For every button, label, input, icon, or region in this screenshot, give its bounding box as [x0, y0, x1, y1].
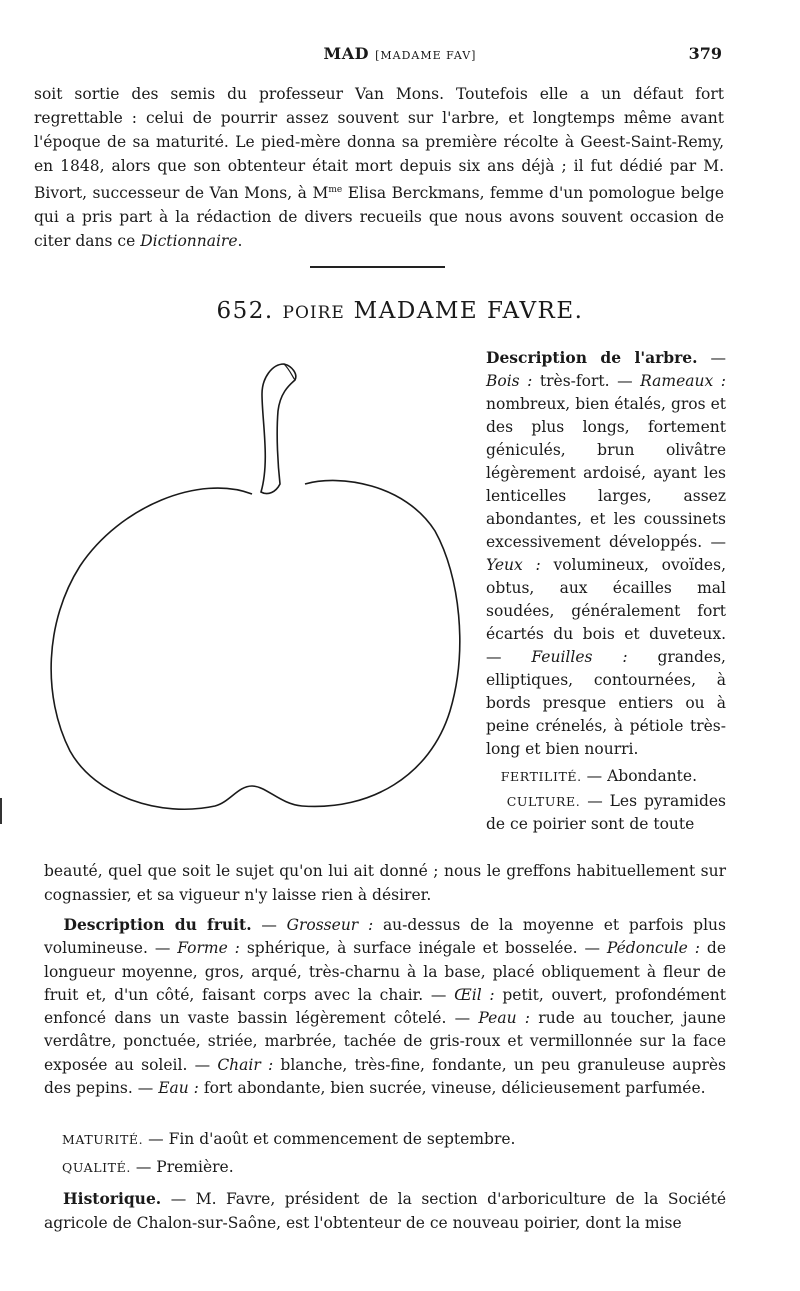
fruit-description: Description du fruit. — Grosseur : au-dessus de la moyenne et parfois plus volumineuse. — Forme : sphérique, à surface inégale et bosselée. — Pédoncule : de longueur moyenne, gros, arqué, très-charnu à la base, placé obliquement à fleur de fruit et, d'un côté, faisant corps avec la chair. — Œil : petit, ouvert, profondément enfoncé dans un vaste bassin légèrement côtelé. — Peau : rude au toucher, jaune verdâtre, ponctuée, striée, marbrée, tachée de gris-roux et vermillonnée sur la face exposée au soleil. — Chair : blanche, très-fine, fondante, un peu granuleuse auprès des pepins. — Eau : fort abondante, bien sucrée, vineuse, délicieusement parfumée.	[44, 915, 727, 1098]
qualite-line: QUALITÉ. — Première.	[62, 1158, 234, 1176]
culture-line: CULTURE. — Les pyramides de ce poirier sont de toute	[486, 792, 727, 833]
fruit-heading: Description du fruit.	[63, 915, 252, 934]
entry-title	[0, 298, 800, 324]
tree-description: Description de l'arbre. — Bois : très-fort. — Rameaux : nombreux, bien étalés, gros et des plus longs, fortement géniculés, brun olivâtre légèrement ardoisé, ayant les lenticelles larges, assez abondantes, et les coussinets excessivement développés. — Yeux : volumineux, ovoïdes, obtus, aux écailles mal soudées, généralement fort écartés du bois et duveteux. — Feuilles : grandes, elliptiques, contournées, à bords presque entiers ou à peine crénelés, à pétiole très-long et bien nourri.	[486, 348, 726, 758]
pear-outline	[51, 480, 460, 809]
culture-continuation: beauté, quel que soit le sujet qu'on lui ait donné ; nous le greffons habituellement sur cognassier, et sa vigueur n'y laisse rien à désirer.	[44, 862, 726, 904]
superscript-me: me	[328, 185, 343, 195]
entry-number: 652.	[216, 298, 274, 324]
intro-paragraph: soit sortie des semis du professeur Van Mons. Toutefois elle a un défaut fort regrettable : celui de pourrir assez souvent sur l'arbre, et longtemps même avant l'époque de sa maturité. Le pied-mère donna sa première récolte à Geest-Saint-Remy, en 1848, alors que son obtenteur était mort depuis six ans déjà ; il fut dédié par M. Bivort, successeur de Van Mons, à $M^{me}$ Elisa Berckmans, femme d'un pomologue belge qui a pris part à la rédaction de divers recueils que nous avons souvent occasion de citer dans ce Dictionnaire.	[34, 85, 725, 251]
running-subtitle: [MADAME FAV]	[375, 49, 477, 62]
book-title: Dictionnaire	[140, 232, 238, 251]
entry-prefix: POIRE	[282, 303, 345, 323]
tree-description-column	[486, 346, 726, 836]
pear-stem	[261, 364, 296, 494]
running-title: MAD [MADAME FAV]	[323, 44, 477, 63]
historique-heading: Historique.	[63, 1189, 162, 1208]
historique-paragraph: Historique. — M. Favre, président de la section d'arboriculture de la Société agricole de Chalon-sur-Saône, est l'obtenteur de ce nouveau poirier, dont la mise	[44, 1189, 726, 1232]
pear-illustration	[40, 356, 470, 824]
margin-mark	[0, 798, 2, 824]
entry-name: MADAME FAVRE.	[353, 298, 584, 324]
page-number: 379	[688, 44, 722, 63]
tree-heading: Description de l'arbre.	[486, 348, 698, 367]
section-divider	[310, 266, 445, 268]
fertilite-line: FERTILITÉ. — Abondante.	[500, 767, 698, 785]
maturite-line: MATURITÉ. — Fin d'août et commencement de septembre.	[62, 1130, 516, 1148]
running-head	[0, 44, 800, 66]
